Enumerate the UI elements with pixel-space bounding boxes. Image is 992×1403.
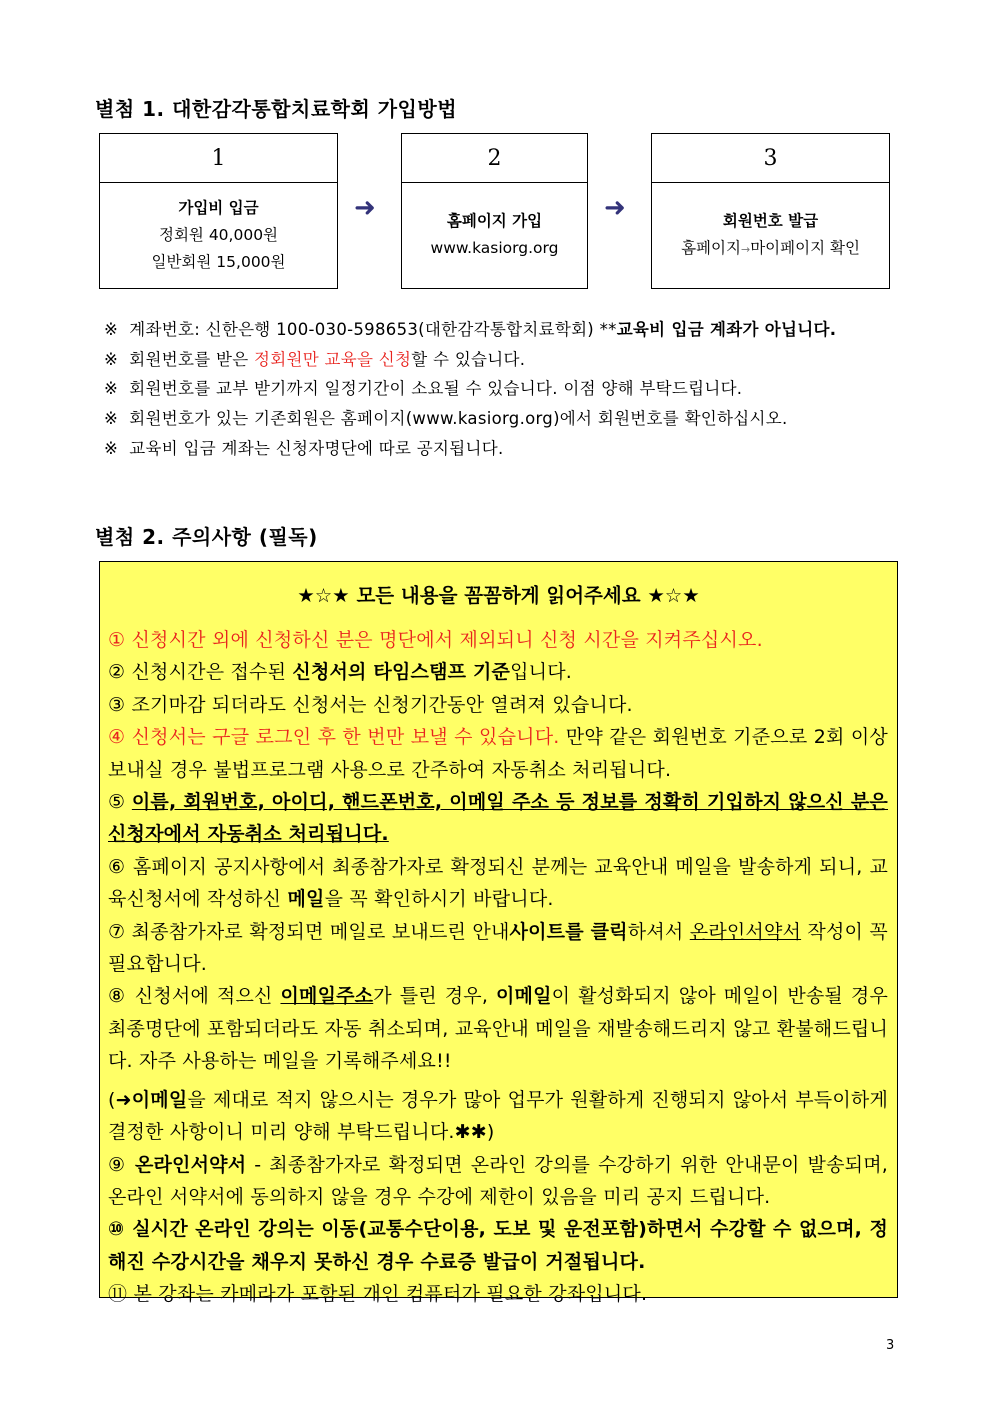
notice-item-8-note: (➜이메일을 제대로 적지 않으시는 경우가 많아 업무가 원활하게 진행되지 않아서 부득이하게 결정한 사항이니 미리 양해 부탁드립니다.✱✱) — [108, 1088, 888, 1144]
notice-item-9: ⑨ 온라인서약서 - 최종참가자로 확정되면 온라인 강의를 수강하기 위한 안내문이 발송되며, 온라인 서약서에 동의하지 않을 경우 수강에 제한이 있음을 미리 공지 드립니다. — [108, 1153, 888, 1208]
step-title: 회원번호 발급 — [722, 211, 819, 230]
arrow-right-icon: ➜ — [354, 193, 376, 223]
small-arrow-icon: → — [740, 242, 751, 256]
notice-item-6: ⑥ 홈페이지 공지사항에서 최종참가자로 확정되신 분께는 교육안내 메일을 발송하게 되니, 교육신청서에 작성하신 메일을 꼭 확인하시기 바랍니다. — [108, 855, 888, 911]
note-regular-member: ※ 회원번호를 받은 정회원만 교육을 신청할 수 있습니다. — [104, 350, 526, 369]
notice-box-title: ★☆★ 모든 내용을 꼼꼼하게 읽어주세요 ★☆★ — [297, 584, 700, 607]
notice-box — [99, 561, 898, 1306]
notice-item-8: ⑧ 신청서에 적으신 이메일주소가 틀린 경우, 이메일이 활성화되지 않아 메일이 반송될 경우 최종명단에 포함되더라도 자동 취소되며, 교육안내 메일을 재발송해드리지 않고 환불해드립니다. 자주 사용하는 메일을 기록해주세요!! — [108, 985, 888, 1073]
notice-list — [108, 624, 888, 1311]
step-number: 1 — [100, 134, 337, 183]
step-line: 홈페이지→마이페이지 확인 — [681, 238, 860, 257]
step-box-1 — [99, 133, 338, 289]
arrow-right-icon: ➜ — [604, 193, 626, 223]
notice-item-3: ③ 조기마감 되더라도 신청서는 신청기간동안 열려져 있습니다. — [108, 693, 633, 716]
note-tuition-account: ※ 교육비 입금 계좌는 신청자명단에 따로 공지됩니다. — [104, 439, 504, 458]
step-line: 일반회원 15,000원 — [151, 252, 286, 271]
notice-item-4: ④ 신청서는 구글 로그인 후 한 번만 보낼 수 있습니다. 만약 같은 회원번호 기준으로 2회 이상 보내실 경우 불법프로그램 사용으로 간주하여 자동취소 처리됩니다. — [108, 726, 888, 781]
notice-item-2: ② 신청시간은 접수된 신청서의 타임스탬프 기준입니다. — [108, 661, 573, 684]
step-number: 3 — [652, 134, 889, 183]
step-number: 2 — [402, 134, 587, 183]
section2-heading: 별첨 2. 주의사항 (필독) — [95, 525, 318, 549]
step-line: www.kasiorg.org — [430, 239, 559, 257]
note-existing-member: ※ 회원번호가 있는 기존회원은 홈페이지(www.kasiorg.org)에서 회원번호를 확인하십시오. — [104, 409, 788, 428]
notice-item-7: ⑦ 최종참가자로 확정되면 메일로 보내드린 안내사이트를 클릭하셔서 온라인서약서 작성이 꼭 필요합니다. — [108, 920, 888, 976]
section1-heading: 별첨 1. 대한감각통합치료학회 가입방법 — [95, 97, 458, 121]
note-account: ※ 계좌번호: 신한은행 100-030-598653(대한감각통합치료학회) **교육비 입금 계좌가 아닙니다. — [104, 320, 837, 339]
page-number: 3 — [886, 1338, 895, 1353]
note-issue-time: ※ 회원번호를 교부 받기까지 일정기간이 소요될 수 있습니다. 이점 양해 부탁드립니다. — [104, 379, 743, 398]
notice-item-1: ① 신청시간 외에 신청하신 분은 명단에서 제외되니 신청 시간을 지켜주십시오. — [108, 629, 763, 651]
step-line: 정회원 40,000원 — [158, 225, 279, 244]
step-title: 가입비 입금 — [178, 198, 259, 217]
step-box-3 — [651, 133, 890, 289]
notice-item-10: ⑩ 실시간 온라인 강의는 이동(교통수단이용, 도보 및 운전포함)하면서 수강할 수 없으며, 정해진 수강시간을 채우지 못하신 경우 수료증 발급이 거절됩니다. — [108, 1218, 888, 1273]
step-box-2 — [401, 133, 588, 289]
step-title: 홈페이지 가입 — [446, 212, 543, 230]
notice-item-5: ⑤ 이름, 회원번호, 아이디, 핸드폰번호, 이메일 주소 등 정보를 정확히 기입하지 않으신 분은 신청자에서 자동취소 처리됩니다. — [108, 791, 888, 846]
notice-item-11: ⑪ 본 강좌는 카메라가 포함된 개인 컴퓨터가 필요한 강좌입니다. — [108, 1283, 648, 1306]
